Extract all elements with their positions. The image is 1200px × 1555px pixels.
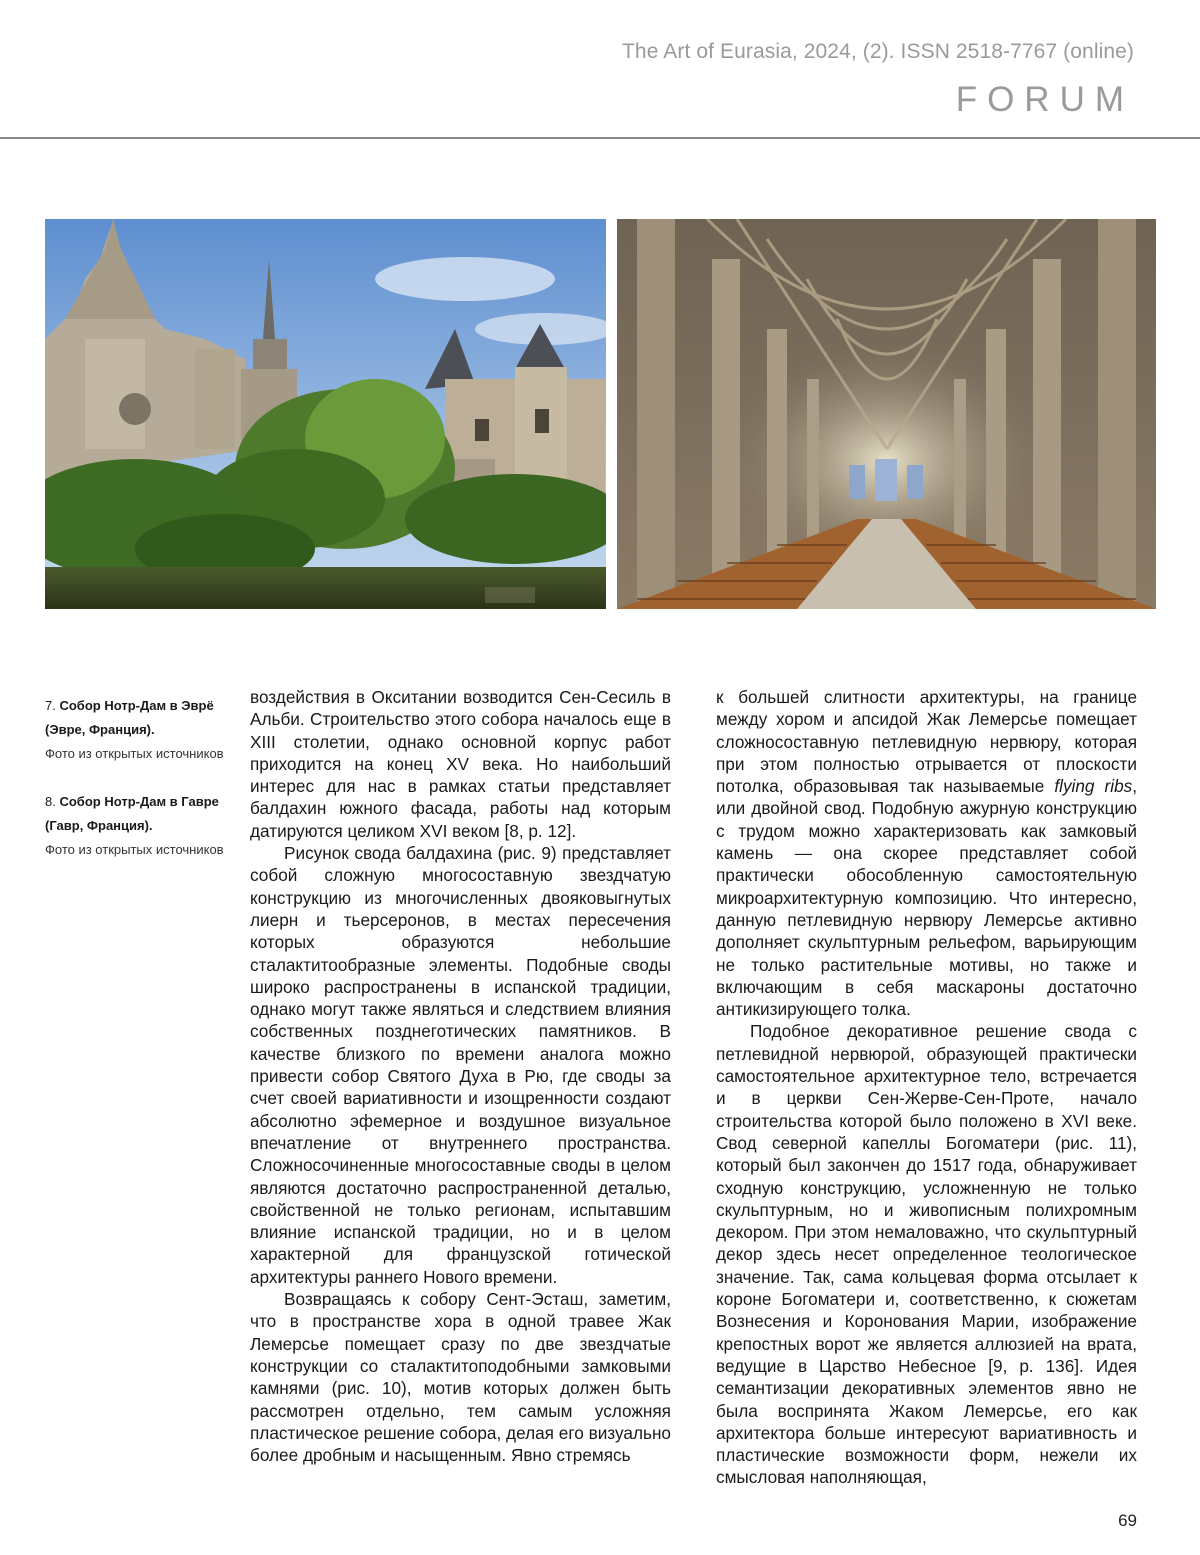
figure-7-title: Собор Нотр-Дам в Эврё (Эвре, Франция). [45, 698, 214, 737]
paragraph: Рисунок свода балдахина (рис. 9) представляет собой сложную многосоставную звездчатую конструкцию из многочисленных двояковыгнутых лиерн и тьерсеронов, в местах пересечения которых образуются небольшие сталактитообразные элементы. Подобные своды широко распространены в испанской традиции, однако могут также являться и следствием влияния собственных позднеготических памятников. В качестве близкого по времени аналога можно привести собор Святого Духа в Рю, где своды за счет своей вариативности и изощренности создают абсолютно эфемерное и воздушное визуальное впечатление от внутреннего пространства. Сложносочиненные многосоставные своды в целом являются достаточно распространенной деталью, свойственной не только регионам, испытавшим влияние испанской традиции, но и в целом характерной для французской готической архитектуры раннего Нового времени. [250, 843, 671, 1287]
paragraph: Возвращаясь к собору Сент-Эсташ, заметим, что в пространстве хора в одной травее Жак Лемерсье помещает сразу по две звездчатые конструкции со сталактитоподобными замковыми камнями (рис. 10), мотив которых должен быть рассмотрен отдельно, тем самым усложняя пластическое решение собора, делая его визуально более дробным и насыщенным. Явно стремясь [250, 1289, 671, 1466]
paragraph: Подобное декоративное решение свода с петлевидной нервюрой, образующей практически самостоятельное архитектурное тело, встречается и в церкви Сен-Жерве-Сен-Проте, начало строительства которой было положено в XVI веке. Свод северной капеллы Богоматери (рис. 11), который был закончен до 1517 года, обнаруживает сходную конструкцию, усложненную не только скульптурным, но и живописным полихромным декором. При этом немаловажно, что скульптурный декор здесь несет определенное теологическое значение. Так, сама кольцевая форма отсылает к короне Богоматери и, соответственно, к сюжетам Вознесения и Коронования Марии, изображение крепостных ворот же является аллюзией на врата, ведущие в Царство Небесное [9, p. 136]. Идея семантизации декоративных элементов явно не была воспринята Жаком Лемерсье, его как архитектора больше интересуют вариативность и пластические возможности форм, нежели их смысловая наполняющая, [716, 1021, 1137, 1488]
figure-8-caption [45, 790, 235, 862]
figure-8-photo [617, 219, 1156, 609]
paragraph [716, 686, 1137, 1020]
figure-7-caption [45, 694, 235, 766]
figure-7-source: Фото из открытых источников [45, 746, 224, 761]
figure-7-photo [45, 219, 606, 609]
paragraph-text: , или двойной свод. Подобную ажурную конструкцию с трудом можно характеризовать как замковый камень — она скорее представляет собой практически обособленную самостоятельную микроархитектурную композицию. Что интересно, данную петлевидную нервюру Лемерсье активно дополняет скульптурным рельефом, варьирующим не только растительные мотивы, но также и включающим в себя маскароны достаточно антикизирующего толка. [716, 776, 1137, 1020]
figure-8-source: Фото из открытых источников [45, 842, 224, 857]
figure-8-number: 8. [45, 794, 56, 809]
text-column-2 [716, 686, 1137, 1489]
figure-7-number: 7. [45, 698, 56, 713]
header-divider [0, 137, 1200, 139]
figure-captions [45, 694, 235, 886]
text-column-1 [250, 686, 671, 1466]
italic-term: flying ribs [1054, 776, 1133, 797]
page-number: 69 [1118, 1511, 1137, 1530]
section-title: FORUM [955, 80, 1134, 119]
paragraph: воздействия в Окситании возводится Сен-Сесиль в Альби. Строительство этого собора началось еще в XIII столетии, однако основной корпус работ приходится на конец XV века. Но наибольший интерес для нас в рамках статьи представляет балдахин южного фасада, работы над которым датируются целиком XVI веком [8, p. 12]. [250, 687, 671, 841]
figure-8-title: Собор Нотр-Дам в Гавре (Гавр, Франция). [45, 794, 219, 833]
paragraph-text: к большей слитности архитектуры, на границе между хором и апсидой Жак Лемерсье помещает сложносоставную петлевидную нервюру, которая при этом полностью отрывается от плоскости потолка, образовывая так называемые [716, 687, 1137, 797]
journal-header: The Art of Eurasia, 2024, (2). ISSN 2518-7767 (online) [621, 40, 1134, 63]
